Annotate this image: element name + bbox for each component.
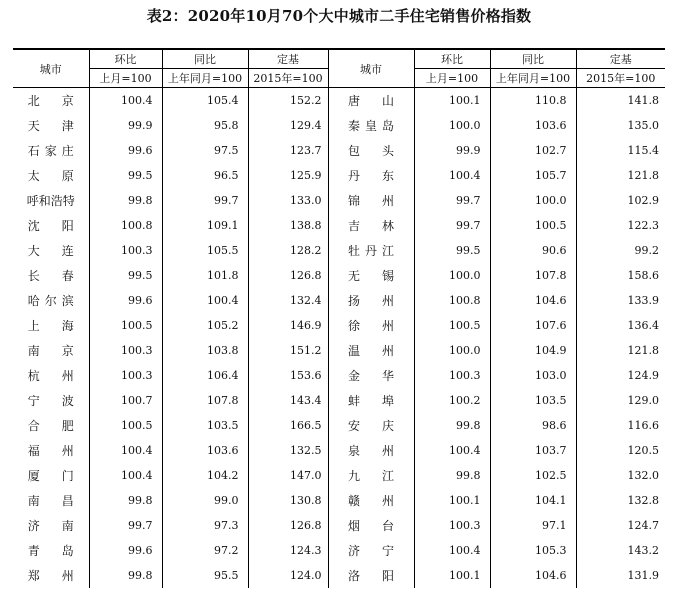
table-row [13, 338, 665, 363]
fixed-value-left: 132.4 [248, 288, 328, 313]
city-label: 杭 州 [27, 369, 74, 383]
city-label: 哈尔滨 [27, 294, 74, 308]
yoy-value-left: 103.6 [162, 438, 248, 463]
header-fixed-left: 定基 [248, 49, 328, 69]
yoy-value-right: 104.9 [490, 338, 576, 363]
table-row [13, 388, 665, 413]
mom-value-left: 99.8 [89, 188, 162, 213]
city-name-right [328, 288, 414, 313]
fixed-value-right: 136.4 [627, 319, 659, 332]
city-name-right [328, 263, 414, 288]
yoy-value-left: 105.2 [162, 313, 248, 338]
header-mom-sub-right: 上月=100 [414, 69, 490, 88]
city-label: 九 江 [348, 469, 394, 483]
mom-value-right: 100.0 [414, 113, 490, 138]
city-name-left [13, 163, 89, 188]
fixed-value-left: 146.9 [248, 313, 328, 338]
city-label: 丹 东 [348, 169, 394, 183]
city-name-right [328, 413, 414, 438]
city-label: 上 海 [27, 319, 74, 333]
mom-value-left: 100.4 [89, 438, 162, 463]
city-name-right [328, 138, 414, 163]
header-fixed-sub-left: 2015年=100 [248, 69, 328, 88]
city-label: 呼和浩特 [26, 194, 75, 208]
mom-value-left: 99.8 [89, 563, 162, 588]
city-name-left [13, 388, 89, 413]
city-label: 石家庄 [27, 144, 74, 158]
city-name-left [13, 188, 89, 213]
mom-value-right: 99.7 [414, 213, 490, 238]
table-row [13, 163, 665, 188]
mom-value-left: 99.8 [89, 488, 162, 513]
mom-value-left: 100.4 [89, 88, 162, 114]
city-label: 烟 台 [348, 519, 394, 533]
mom-value-left: 99.6 [89, 138, 162, 163]
city-name-left [13, 513, 89, 538]
city-name-right [328, 238, 414, 263]
table-body [13, 88, 665, 589]
fixed-value-right: 132.8 [627, 494, 659, 507]
mom-value-left: 100.3 [89, 363, 162, 388]
header-fixed-right: 定基 [576, 49, 665, 69]
mom-value-right: 100.1 [414, 88, 490, 114]
city-label: 天 津 [27, 119, 74, 133]
mom-value-left: 99.9 [89, 113, 162, 138]
city-label: 福 州 [27, 444, 74, 458]
fixed-value-right: 133.9 [627, 294, 659, 307]
header-fixed-sub-right: 2015年=100 [576, 69, 665, 88]
yoy-value-left: 95.5 [162, 563, 248, 588]
city-name-right [328, 488, 414, 513]
yoy-value-right: 107.6 [490, 313, 576, 338]
yoy-value-right: 107.8 [490, 263, 576, 288]
city-name-right [328, 463, 414, 488]
table-row [13, 88, 665, 114]
yoy-value-left: 97.5 [162, 138, 248, 163]
mom-value-right: 100.3 [414, 363, 490, 388]
yoy-value-left: 99.7 [162, 188, 248, 213]
price-index-table [13, 48, 665, 588]
mom-value-right: 100.2 [414, 388, 490, 413]
header-yoy-right: 同比 [490, 49, 576, 69]
yoy-value-left: 107.8 [162, 388, 248, 413]
table-header [13, 49, 665, 88]
table-row [13, 263, 665, 288]
table-row [13, 413, 665, 438]
yoy-value-left: 103.8 [162, 338, 248, 363]
fixed-value-left: 147.0 [248, 463, 328, 488]
header-mom-right: 环比 [414, 49, 490, 69]
fixed-value-left: 143.4 [248, 388, 328, 413]
city-label: 合 肥 [27, 419, 74, 433]
header-yoy-sub-right: 上年同月=100 [490, 69, 576, 88]
city-name-left [13, 563, 89, 588]
table-row [13, 538, 665, 563]
city-name-left [13, 138, 89, 163]
mom-value-left: 100.5 [89, 413, 162, 438]
fixed-value-left: 132.5 [248, 438, 328, 463]
city-name-right [328, 213, 414, 238]
city-name-left [13, 263, 89, 288]
fixed-value-right: 122.3 [627, 219, 659, 232]
table-row [13, 463, 665, 488]
city-label: 赣 州 [348, 494, 394, 508]
header-yoy-left: 同比 [162, 49, 248, 69]
fixed-value-left: 128.2 [248, 238, 328, 263]
yoy-value-left: 100.4 [162, 288, 248, 313]
city-name-right [328, 163, 414, 188]
yoy-value-left: 97.3 [162, 513, 248, 538]
mom-value-right: 99.7 [414, 188, 490, 213]
header-mom-sub-left: 上月=100 [89, 69, 162, 88]
fixed-value-right: 131.9 [627, 569, 659, 582]
fixed-value-right: 129.0 [627, 394, 659, 407]
yoy-value-right: 90.6 [490, 238, 576, 263]
header-city-left: 城市 [13, 49, 89, 88]
mom-value-right: 100.5 [414, 313, 490, 338]
mom-value-right: 100.3 [414, 513, 490, 538]
city-name-right [328, 188, 414, 213]
city-label: 安 庆 [348, 419, 394, 433]
city-name-left [13, 313, 89, 338]
header-city-right: 城市 [328, 49, 414, 88]
fixed-value-right: 120.5 [627, 444, 659, 457]
city-name-right [328, 438, 414, 463]
city-name-right [328, 88, 414, 114]
table-row [13, 113, 665, 138]
yoy-value-right: 104.1 [490, 488, 576, 513]
yoy-value-left: 101.8 [162, 263, 248, 288]
yoy-value-right: 100.5 [490, 213, 576, 238]
city-name-right [328, 338, 414, 363]
city-label: 洛 阳 [348, 569, 394, 583]
mom-value-right: 100.4 [414, 438, 490, 463]
yoy-value-right: 103.5 [490, 388, 576, 413]
header-row-1 [13, 49, 665, 69]
yoy-value-left: 95.8 [162, 113, 248, 138]
city-label: 厦 门 [27, 469, 74, 483]
table-row [13, 213, 665, 238]
yoy-value-right: 102.7 [490, 138, 576, 163]
city-name-right [328, 388, 414, 413]
city-name-left [13, 463, 89, 488]
city-label: 南 昌 [27, 494, 74, 508]
fixed-value-left: 124.0 [248, 563, 328, 588]
fixed-value-right: 116.6 [627, 419, 659, 432]
header-yoy-sub-left: 上年同月=100 [162, 69, 248, 88]
yoy-value-left: 96.5 [162, 163, 248, 188]
mom-value-left: 100.3 [89, 238, 162, 263]
fixed-value-left: 152.2 [248, 88, 328, 114]
city-name-left [13, 488, 89, 513]
city-name-left [13, 288, 89, 313]
yoy-value-left: 105.4 [162, 88, 248, 114]
fixed-value-right: 115.4 [627, 144, 659, 157]
yoy-value-left: 104.2 [162, 463, 248, 488]
city-label: 泉 州 [348, 444, 394, 458]
yoy-value-right: 104.6 [490, 288, 576, 313]
fixed-value-right: 124.9 [627, 369, 659, 382]
yoy-value-left: 106.4 [162, 363, 248, 388]
yoy-value-right: 103.0 [490, 363, 576, 388]
yoy-value-left: 103.5 [162, 413, 248, 438]
city-label: 锦 州 [348, 194, 394, 208]
fixed-value-right: 102.9 [627, 194, 659, 207]
fixed-value-left: 129.4 [248, 113, 328, 138]
city-label: 南 京 [27, 344, 74, 358]
fixed-value-left: 153.6 [248, 363, 328, 388]
mom-value-right: 100.1 [414, 488, 490, 513]
fixed-value-left: 126.8 [248, 263, 328, 288]
city-label: 济 宁 [348, 544, 394, 558]
city-name-left [13, 363, 89, 388]
fixed-value-right: 135.0 [627, 119, 659, 132]
city-label: 无 锡 [348, 269, 394, 283]
mom-value-left: 99.6 [89, 538, 162, 563]
yoy-value-right: 105.7 [490, 163, 576, 188]
table-row [13, 438, 665, 463]
fixed-value-left: 124.3 [248, 538, 328, 563]
city-name-left [13, 338, 89, 363]
table-row [13, 238, 665, 263]
city-label: 北 京 [27, 94, 74, 108]
city-label: 长 春 [27, 269, 74, 283]
city-label: 牡丹江 [348, 244, 394, 258]
table-row [13, 513, 665, 538]
city-name-left [13, 538, 89, 563]
fixed-value-left: 125.9 [248, 163, 328, 188]
yoy-value-right: 103.6 [490, 113, 576, 138]
mom-value-right: 100.0 [414, 263, 490, 288]
fixed-value-left: 151.2 [248, 338, 328, 363]
yoy-value-right: 102.5 [490, 463, 576, 488]
city-label: 济 南 [27, 519, 74, 533]
fixed-value-left: 130.8 [248, 488, 328, 513]
city-name-left [13, 413, 89, 438]
fixed-value-right: 143.2 [627, 544, 659, 557]
table-row [13, 188, 665, 213]
fixed-value-left: 138.8 [248, 213, 328, 238]
mom-value-left: 99.5 [89, 163, 162, 188]
city-name-left [13, 438, 89, 463]
table-row [13, 138, 665, 163]
city-name-left [13, 213, 89, 238]
city-name-right [328, 538, 414, 563]
table-row [13, 288, 665, 313]
header-mom-left: 环比 [89, 49, 162, 69]
mom-value-right: 99.5 [414, 238, 490, 263]
mom-value-right: 99.8 [414, 413, 490, 438]
city-name-right [328, 363, 414, 388]
city-label: 沈 阳 [27, 219, 74, 233]
yoy-value-right: 98.6 [490, 413, 576, 438]
city-name-left [13, 113, 89, 138]
yoy-value-left: 105.5 [162, 238, 248, 263]
fixed-value-right: 121.8 [627, 169, 659, 182]
city-label: 蚌 埠 [348, 394, 394, 408]
city-label: 大 连 [27, 244, 74, 258]
city-name-left [13, 238, 89, 263]
yoy-value-right: 103.7 [490, 438, 576, 463]
yoy-value-left: 109.1 [162, 213, 248, 238]
fixed-value-right: 158.6 [627, 269, 659, 282]
city-label: 太 原 [27, 169, 74, 183]
fixed-value-left: 126.8 [248, 513, 328, 538]
yoy-value-left: 97.2 [162, 538, 248, 563]
table-row [13, 313, 665, 338]
fixed-value-left: 166.5 [248, 413, 328, 438]
city-label: 徐 州 [348, 319, 394, 333]
mom-value-right: 100.4 [414, 163, 490, 188]
fixed-value-left: 133.0 [248, 188, 328, 213]
yoy-value-right: 104.6 [490, 563, 576, 588]
city-name-right [328, 513, 414, 538]
city-name-left [13, 88, 89, 114]
mom-value-right: 100.8 [414, 288, 490, 313]
yoy-value-left: 99.0 [162, 488, 248, 513]
mom-value-right: 99.9 [414, 138, 490, 163]
table-title: 表2：2020年10月70个大中城市二手住宅销售价格指数 [146, 7, 532, 25]
yoy-value-right: 100.0 [490, 188, 576, 213]
city-label: 唐 山 [348, 94, 394, 108]
yoy-value-right: 105.3 [490, 538, 576, 563]
city-label: 包 头 [348, 144, 394, 158]
mom-value-left: 99.5 [89, 263, 162, 288]
mom-value-left: 99.6 [89, 288, 162, 313]
yoy-value-right: 110.8 [490, 88, 576, 114]
mom-value-right: 100.1 [414, 563, 490, 588]
fixed-value-right: 141.8 [627, 94, 659, 107]
fixed-value-right: 99.2 [634, 244, 659, 257]
city-name-right [328, 313, 414, 338]
table-row [13, 488, 665, 513]
city-label: 宁 波 [27, 394, 74, 408]
city-label: 郑 州 [27, 569, 74, 583]
mom-value-right: 100.4 [414, 538, 490, 563]
fixed-value-right: 121.8 [627, 344, 659, 357]
city-label: 青 岛 [27, 544, 74, 558]
table-row [13, 563, 665, 588]
yoy-value-right: 97.1 [490, 513, 576, 538]
mom-value-left: 100.4 [89, 463, 162, 488]
city-label: 秦皇岛 [348, 119, 394, 133]
city-name-right [328, 563, 414, 588]
mom-value-right: 100.0 [414, 338, 490, 363]
fixed-value-left: 123.7 [248, 138, 328, 163]
city-label: 温 州 [348, 344, 394, 358]
mom-value-left: 100.8 [89, 213, 162, 238]
fixed-value-right: 124.7 [627, 519, 659, 532]
mom-value-left: 99.7 [89, 513, 162, 538]
mom-value-right: 99.8 [414, 463, 490, 488]
fixed-value-right: 132.0 [627, 469, 659, 482]
mom-value-left: 100.3 [89, 338, 162, 363]
table-row [13, 363, 665, 388]
mom-value-left: 100.5 [89, 313, 162, 338]
city-label: 金 华 [348, 369, 394, 383]
city-label: 吉 林 [348, 219, 394, 233]
city-label: 扬 州 [348, 294, 394, 308]
mom-value-left: 100.7 [89, 388, 162, 413]
city-name-right [328, 113, 414, 138]
